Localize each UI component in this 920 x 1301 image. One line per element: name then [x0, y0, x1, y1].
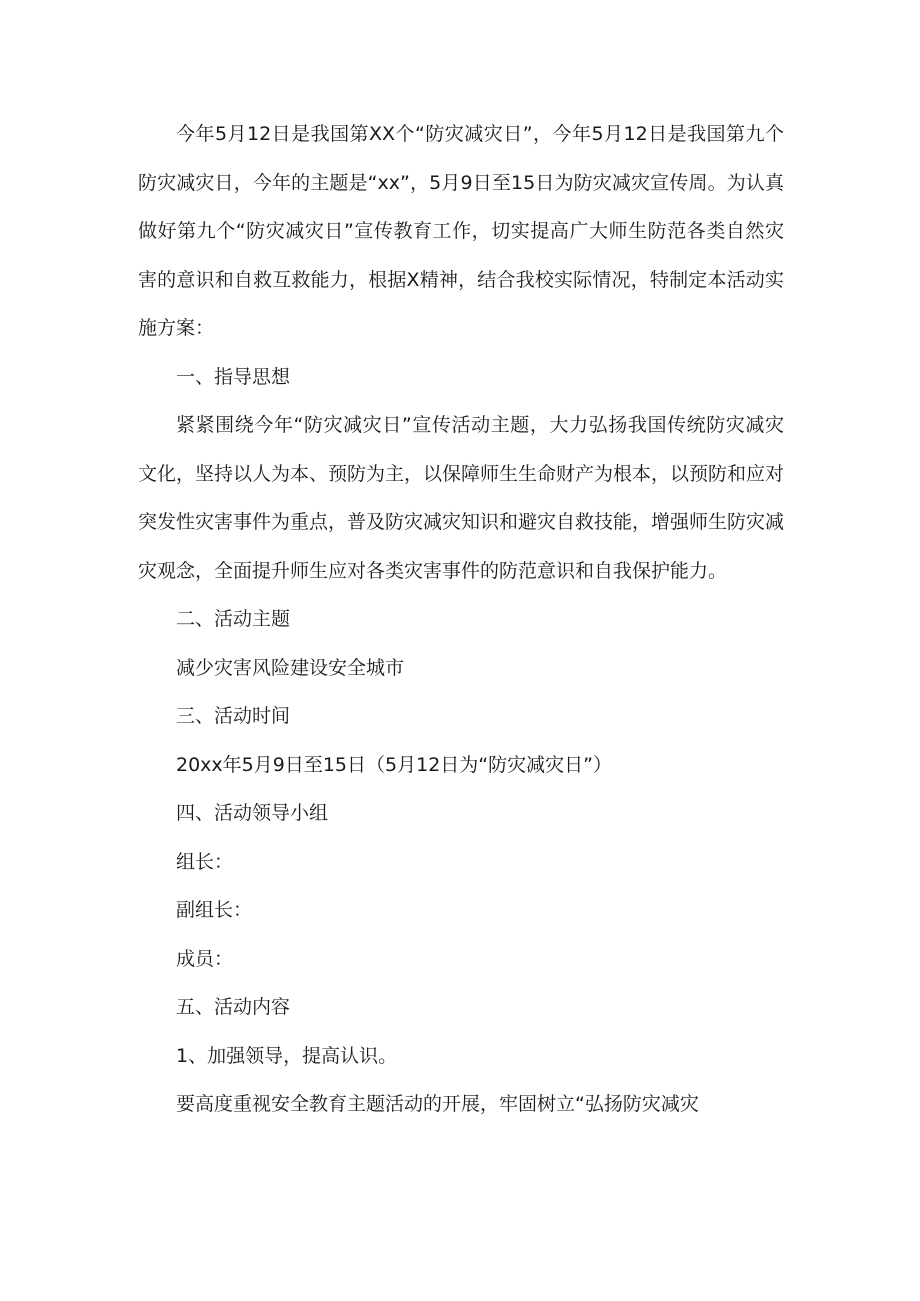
intro-paragraph: 今年5月12日是我国第XX个“防灾减灾日”，今年5月12日是我国第九个防灾减灾日，今年的主题是“xx”，5月9日至15日为防灾减灾宣传周。为认真做好第九个“防灾减灾日”宣传教育工作，切实提高广大师生防范各类自然灾害的意识和自救互救能力，根据X精神，结合我校实际情况，特制定本活动实施方案： [138, 123, 784, 339]
guiding-ideology-paragraph: 紧紧围绕今年“防灾减灾日”宣传活动主题，大力弘扬我国传统防灾减灾文化，坚持以人为本、预防为主，以保障师生生命财产为根本，以预防和应对突发性灾害事件为重点，普及防灾减灾知识和避灾自救技能，增强师生防灾减灾观念，全面提升师生应对各类灾害事件的防范意识和自我保护能力。 [138, 414, 785, 582]
section-heading-activity-theme: 二、活动主题 [176, 608, 291, 630]
members-label: 成员： [176, 947, 234, 970]
content-item-1-heading: 1、加强领导，提高认识。 [176, 1044, 398, 1067]
content-item-1-paragraph: 要高度重视安全教育主题活动的开展，牢固树立“弘扬防灾减灾 [176, 1093, 699, 1115]
activity-time-text: 20xx年5月9日至15日（5月12日为“防灾减灾日”） [176, 753, 612, 776]
document-body [138, 110, 784, 1129]
deputy-leader-label: 副组长： [176, 899, 253, 921]
section-heading-guiding-ideology: 一、指导思想 [176, 365, 291, 388]
group-leader-label: 组长： [176, 850, 234, 873]
section-heading-activity-time: 三、活动时间 [176, 705, 291, 727]
activity-theme-text: 减少灾害风险建设安全城市 [176, 656, 405, 679]
section-heading-activity-content: 五、活动内容 [176, 996, 291, 1018]
section-heading-leadership-group: 四、活动领导小组 [176, 802, 329, 824]
